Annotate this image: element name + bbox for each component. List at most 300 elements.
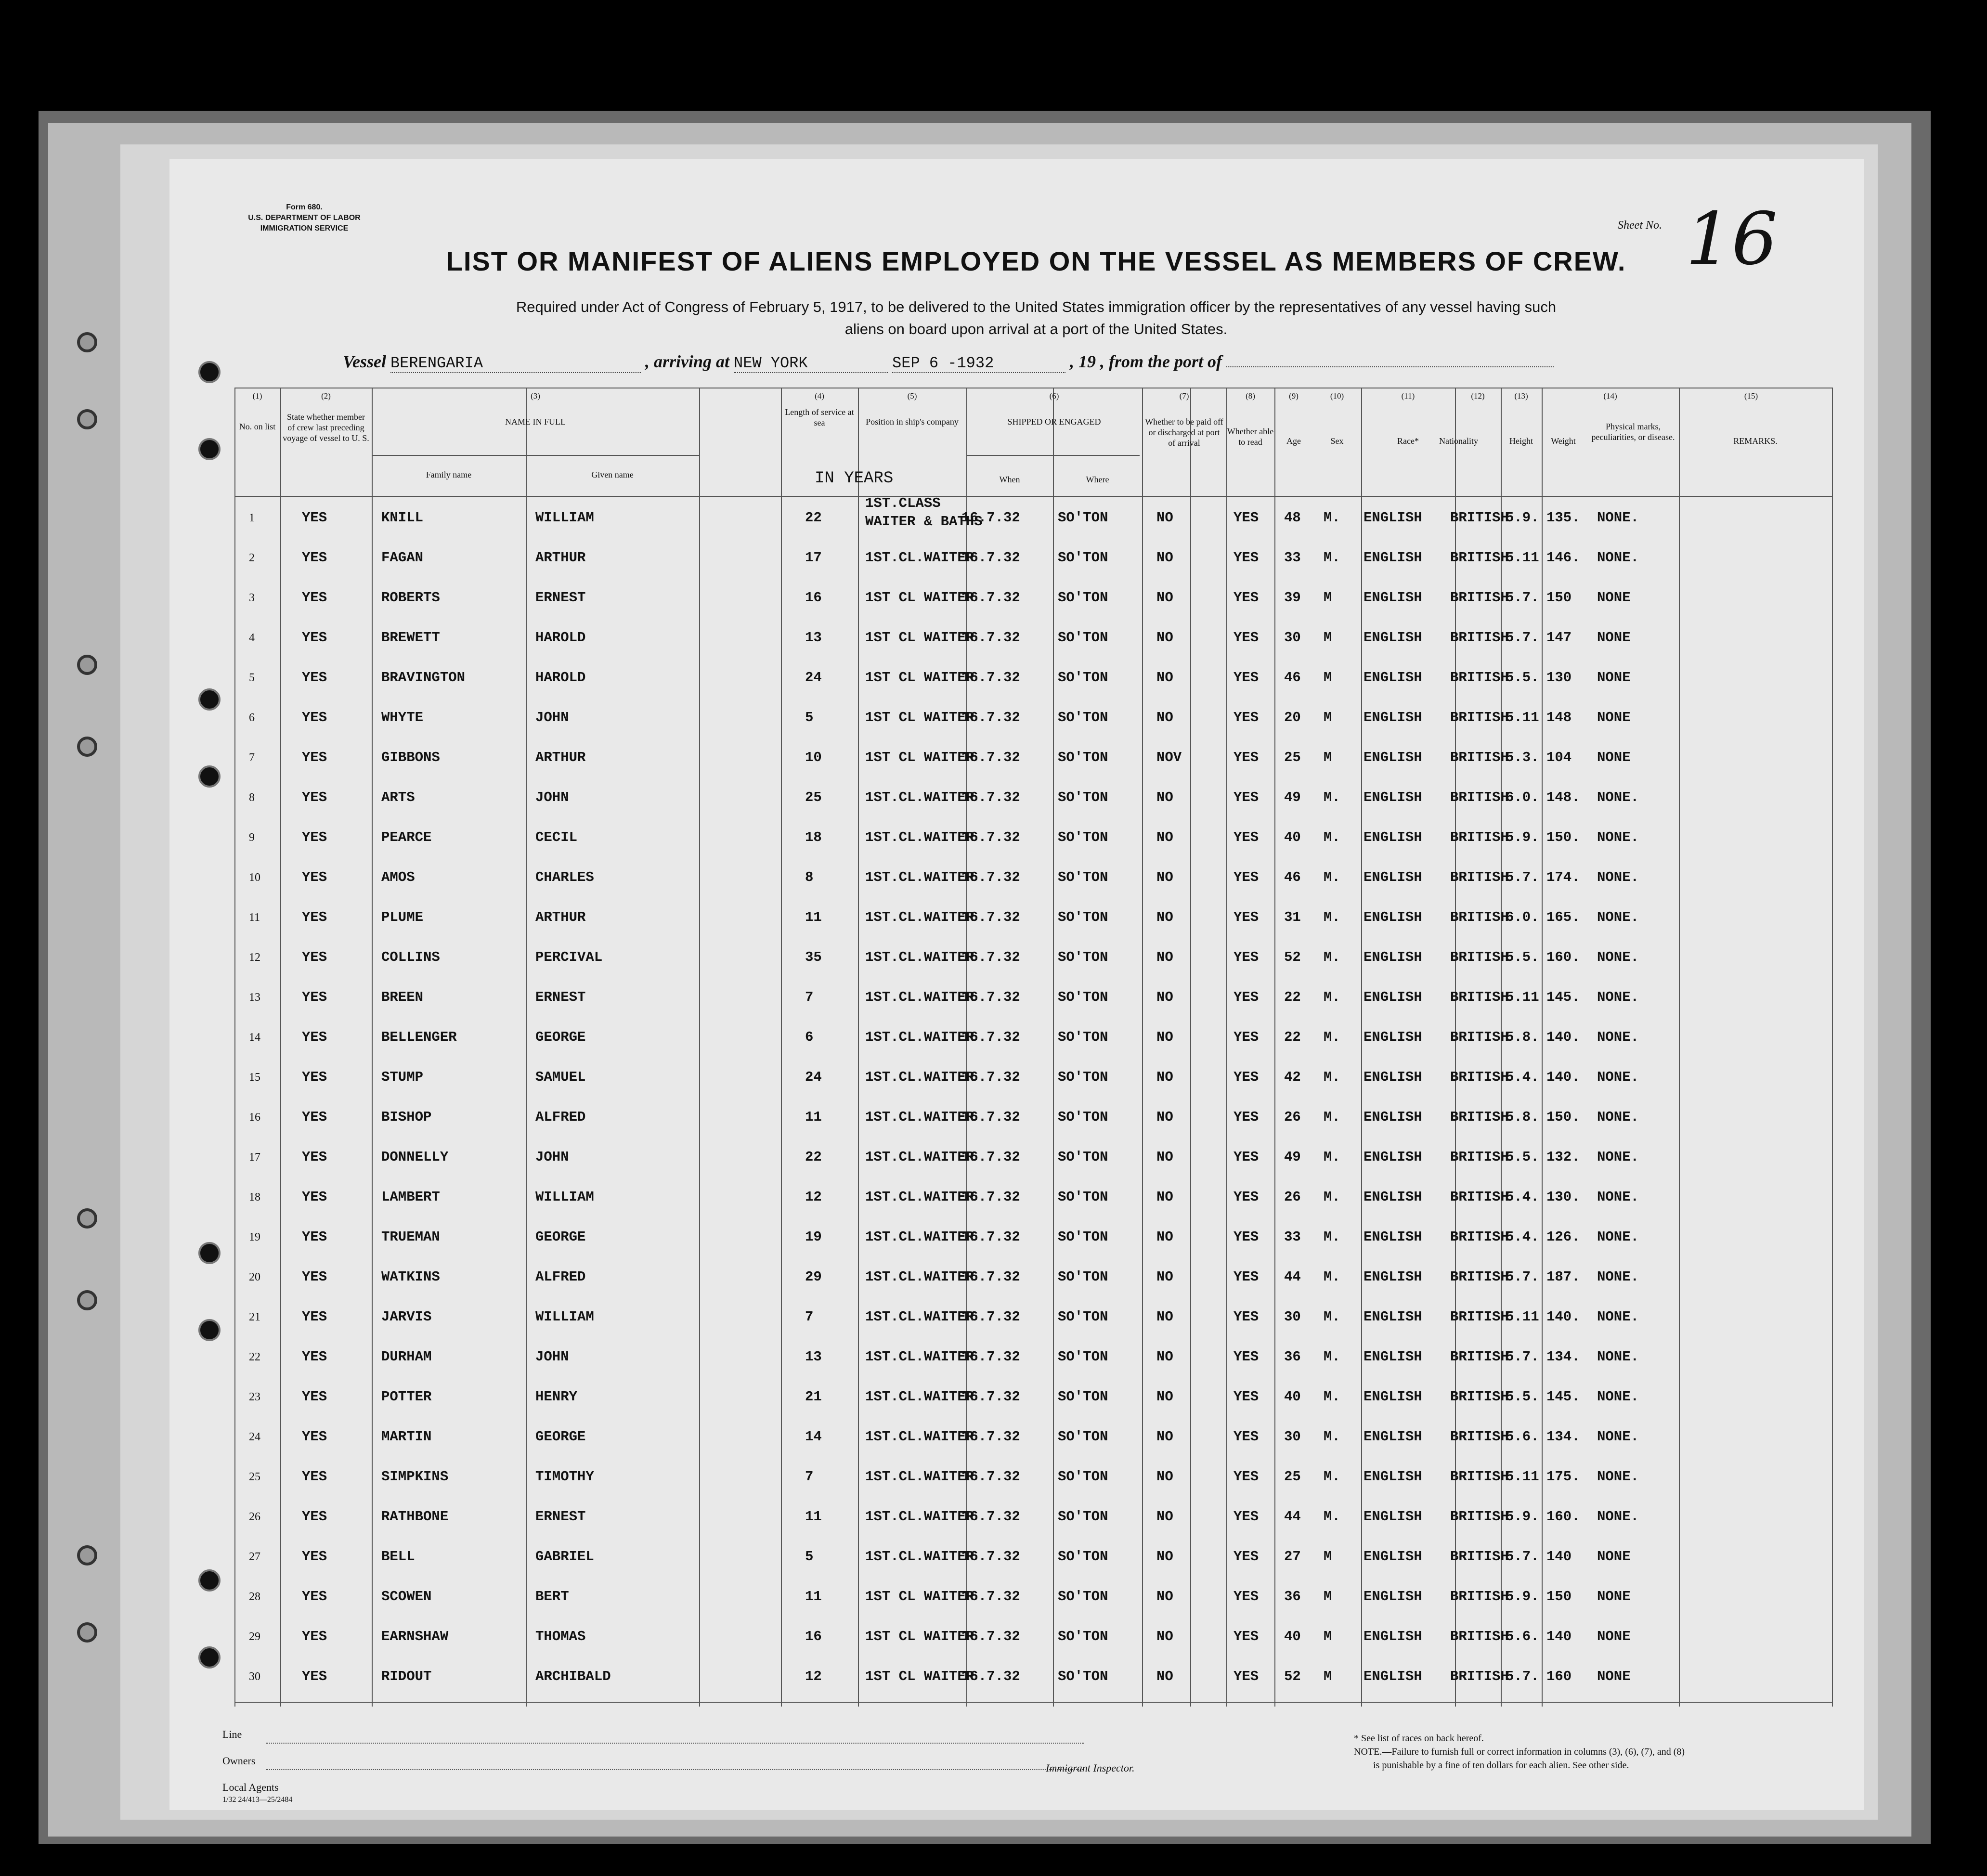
member-of-crew: YES [302,750,327,765]
weight: 145. [1546,1389,1580,1405]
length-of-service: 25 [805,789,822,805]
physical-marks: NONE. [1597,869,1639,885]
weight: 104 [1546,750,1572,765]
table-row [234,1139,1833,1178]
nationality: BRITISH [1450,1229,1509,1245]
age: 25 [1284,750,1301,765]
row-number: 22 [249,1351,260,1363]
shipped-where: SO'TON [1058,1389,1108,1405]
weight: 126. [1546,1229,1580,1245]
position: 1ST.CL.WAITER [865,989,974,1005]
race: ENGLISH [1364,510,1422,526]
nationality: BRITISH [1450,949,1509,965]
in-years-note: IN YEARS [815,469,894,488]
physical-marks: NONE. [1597,1269,1639,1285]
row-number: 10 [249,871,260,884]
column-number: (15) [1744,391,1758,401]
age: 36 [1284,1349,1301,1365]
given-name: JOHN [535,710,569,725]
able-to-read: YES [1234,670,1259,686]
race: ENGLISH [1364,1109,1422,1125]
nationality: BRITISH [1450,710,1509,725]
family-name: STUMP [381,1069,424,1085]
height: 6.0. [1506,909,1539,925]
nationality: BRITISH [1450,1349,1509,1365]
shipped-when: 16.7.32 [961,909,1020,925]
header-where: Where [1086,475,1109,484]
header-age: Age [1286,436,1301,446]
able-to-read: YES [1234,630,1259,646]
given-name: BERT [535,1589,569,1604]
position: 1ST.CL.WAITER [865,1469,974,1485]
length-of-service: 22 [805,1149,822,1165]
position: 1ST.CL.WAITER [865,909,974,925]
race: ENGLISH [1364,829,1422,845]
physical-marks: NONE [1597,710,1631,725]
penalty-note-line: is punishable by a fine of ten dollars for each alien. See other side. [1373,1760,1629,1771]
given-name: ARTHUR [535,909,586,925]
row-number: 1 [249,512,255,524]
shipped-where: SO'TON [1058,550,1108,566]
weight: 132. [1546,1149,1580,1165]
height: 5.6. [1506,1629,1539,1644]
family-name: BREEN [381,989,424,1005]
age: 25 [1284,1469,1301,1485]
shipped-when: 16.7.32 [961,1389,1020,1405]
header-paid-off: Whether to be paid off or discharged at port of arrival [1145,417,1223,448]
binder-ring [77,1622,97,1643]
subtitle-line: aliens on board upon arrival at a port of the United States. [844,321,1228,337]
nationality: BRITISH [1450,1469,1509,1485]
able-to-read: YES [1234,710,1259,725]
length-of-service: 12 [805,1669,822,1684]
position: 1ST.CL.WAITER [865,829,974,845]
nationality: BRITISH [1450,1109,1509,1125]
header-when: When [999,475,1020,484]
sex: M [1324,1669,1332,1684]
header-height: Height [1509,436,1533,446]
header-family-name: Family name [426,470,472,479]
shipped-when: 16.7.32 [961,1229,1020,1245]
shipped-when: 16.7.32 [961,1189,1020,1205]
nationality: BRITISH [1450,989,1509,1005]
physical-marks: NONE. [1597,510,1639,526]
vessel-label: Vessel [343,352,386,371]
row-number: 5 [249,672,255,684]
sex: M. [1324,789,1340,805]
member-of-crew: YES [302,1469,327,1485]
shipped-where: SO'TON [1058,1669,1108,1684]
binder-ring [77,1290,97,1310]
given-name: JOHN [535,1349,569,1365]
position: 1ST CL WAITER [865,630,974,646]
vessel-info-line [343,351,1787,373]
table-row [234,1538,1833,1578]
paid-off: NO [1156,1589,1173,1604]
height: 5.7. [1506,1349,1539,1365]
race: ENGLISH [1364,590,1422,606]
nationality: BRITISH [1450,510,1509,526]
height: 5.5. [1506,1389,1539,1405]
race: ENGLISH [1364,909,1422,925]
sex: M. [1324,510,1340,526]
given-name: ARTHUR [535,550,586,566]
punch-hole [198,1569,221,1591]
position: 1ST.CL.WAITER [865,949,974,965]
table-row [234,1099,1833,1138]
family-name: MARTIN [381,1429,432,1445]
table-row [234,859,1833,898]
table-row [234,739,1833,778]
table-row [234,659,1833,699]
physical-marks: NONE [1597,1669,1631,1684]
length-of-service: 11 [805,1109,822,1125]
given-name: CHARLES [535,869,594,885]
shipped-when: 16.7.32 [961,1469,1020,1485]
row-number: 3 [249,592,255,604]
family-name: BISHOP [381,1109,432,1125]
age: 27 [1284,1549,1301,1565]
row-number: 30 [249,1670,260,1683]
family-name: WATKINS [381,1269,440,1285]
height: 5.5. [1506,1149,1539,1165]
physical-marks: NONE. [1597,789,1639,805]
age: 30 [1284,1429,1301,1445]
weight: 140 [1546,1629,1572,1644]
table-row [234,619,1833,659]
able-to-read: YES [1234,1429,1259,1445]
column-number: (6) [1049,391,1059,401]
physical-marks: NONE. [1597,1189,1639,1205]
sex: M. [1324,1429,1340,1445]
column-number: (9) [1289,391,1299,401]
shipped-when: 16.7.32 [961,590,1020,606]
nationality: BRITISH [1450,1069,1509,1085]
age: 22 [1284,1029,1301,1045]
physical-marks: NONE [1597,1589,1631,1604]
shipped-where: SO'TON [1058,1229,1108,1245]
year-label: , 19 [1070,352,1096,371]
given-name: GEORGE [535,1429,586,1445]
age: 52 [1284,1669,1301,1684]
height: 5.7. [1506,590,1539,606]
table-row [234,1378,1833,1418]
length-of-service: 6 [805,1029,814,1045]
physical-marks: NONE. [1597,829,1639,845]
paid-off: NO [1156,1189,1173,1205]
shipped-when: 16.7.32 [961,869,1020,885]
page-title: LIST OR MANIFEST OF ALIENS EMPLOYED ON THE VESSEL AS MEMBERS OF CREW. [446,246,1626,276]
length-of-service: 16 [805,590,822,606]
footer-agents-label: Local Agents [222,1781,279,1793]
sex: M [1324,1549,1332,1565]
table-row [234,1258,1833,1298]
shipped-where: SO'TON [1058,789,1108,805]
weight: 187. [1546,1269,1580,1285]
shipped-when: 16.7.32 [961,750,1020,765]
height: 5.3. [1506,750,1539,765]
able-to-read: YES [1234,869,1259,885]
table-row [234,1578,1833,1617]
row-number: 20 [249,1271,260,1283]
table-row [234,819,1833,858]
given-name: ERNEST [535,989,586,1005]
length-of-service: 22 [805,510,822,526]
physical-marks: NONE. [1597,1509,1639,1525]
sheet-number-label: Sheet No. [1618,219,1662,232]
row-number: 26 [249,1511,260,1523]
able-to-read: YES [1234,829,1259,845]
paid-off: NO [1156,989,1173,1005]
length-of-service: 13 [805,1349,822,1365]
member-of-crew: YES [302,710,327,725]
header-length-of-service: Length of service at sea [785,407,854,427]
length-of-service: 13 [805,630,822,646]
given-name: WILLIAM [535,1309,594,1325]
shipped-where: SO'TON [1058,989,1108,1005]
able-to-read: YES [1234,1589,1259,1604]
shipped-when: 16.7.32 [961,1669,1020,1684]
table-row [234,699,1833,738]
able-to-read: YES [1234,1269,1259,1285]
given-name: JOHN [535,789,569,805]
nationality: BRITISH [1450,909,1509,925]
footer-line-label: Line [222,1728,242,1740]
family-name: KNILL [381,510,424,526]
length-of-service: 14 [805,1429,822,1445]
row-number: 23 [249,1391,260,1403]
row-number: 4 [249,632,255,644]
column-number: (11) [1401,391,1415,401]
given-name: GEORGE [535,1229,586,1245]
race: ENGLISH [1364,750,1422,765]
row-number: 12 [249,951,260,964]
length-of-service: 29 [805,1269,822,1285]
family-name: SCOWEN [381,1589,432,1604]
height: 5.9. [1506,1589,1539,1604]
punch-hole [198,1242,221,1264]
nationality: BRITISH [1450,1549,1509,1565]
race: ENGLISH [1364,1229,1422,1245]
header-no-on-list: No. on list [239,422,276,431]
position: 1ST.CL.WAITER [865,1389,974,1405]
position: 1ST CL WAITER [865,750,974,765]
race: ENGLISH [1364,1509,1422,1525]
sex: M. [1324,989,1340,1005]
row-number: 16 [249,1111,260,1124]
race: ENGLISH [1364,1269,1422,1285]
sex: M. [1324,1149,1340,1165]
column-number: (1) [252,391,262,401]
sex: M. [1324,1349,1340,1365]
position: 1ST CL WAITER [865,710,974,725]
length-of-service: 11 [805,1589,822,1604]
shipped-when: 16.7.32 [961,829,1020,845]
age: 40 [1284,1629,1301,1644]
paid-off: NO [1156,1309,1173,1325]
weight: 140 [1546,1549,1572,1565]
able-to-read: YES [1234,949,1259,965]
able-to-read: YES [1234,590,1259,606]
age: 46 [1284,869,1301,885]
height: 5.6. [1506,1429,1539,1445]
table-row [234,1618,1833,1657]
binder-ring [77,1208,97,1229]
punch-hole [198,688,221,711]
family-name: AMOS [381,869,415,885]
shipped-where: SO'TON [1058,869,1108,885]
height: 5.7. [1506,1269,1539,1285]
position: 1ST.CL.WAITER [865,1109,974,1125]
able-to-read: YES [1234,1309,1259,1325]
race: ENGLISH [1364,710,1422,725]
length-of-service: 24 [805,670,822,686]
sex: M [1324,750,1332,765]
weight: 160. [1546,1509,1580,1525]
able-to-read: YES [1234,1669,1259,1684]
family-name: GIBBONS [381,750,440,765]
row-number: 18 [249,1191,260,1203]
family-name: SIMPKINS [381,1469,449,1485]
paid-off: NO [1156,1389,1173,1405]
able-to-read: YES [1234,1549,1259,1565]
sex: M. [1324,1229,1340,1245]
table-row [234,1498,1833,1538]
member-of-crew: YES [302,1509,327,1525]
shipped-where: SO'TON [1058,670,1108,686]
shipped-where: SO'TON [1058,1149,1108,1165]
position: 1ST.CL.WAITER [865,550,974,566]
table-row [234,979,1833,1018]
able-to-read: YES [1234,1229,1259,1245]
sex: M. [1324,1389,1340,1405]
family-name: PLUME [381,909,424,925]
race: ENGLISH [1364,1589,1422,1604]
height: 5.7. [1506,1669,1539,1684]
given-name: GEORGE [535,1029,586,1045]
age: 33 [1284,550,1301,566]
member-of-crew: YES [302,1549,327,1565]
length-of-service: 8 [805,869,814,885]
paid-off: NO [1156,550,1173,566]
physical-marks: NONE [1597,1629,1631,1644]
family-name: RATHBONE [381,1509,449,1525]
family-name: EARNSHAW [381,1629,449,1644]
weight: 165. [1546,909,1580,925]
age: 40 [1284,1389,1301,1405]
family-name: TRUEMAN [381,1229,440,1245]
row-number: 7 [249,751,255,764]
height: 5.4. [1506,1189,1539,1205]
nationality: BRITISH [1450,1589,1509,1604]
nationality: BRITISH [1450,1269,1509,1285]
sex: M. [1324,909,1340,925]
age: 31 [1284,909,1301,925]
family-name: FAGAN [381,550,424,566]
nationality: BRITISH [1450,1189,1509,1205]
row-number: 6 [249,712,255,724]
member-of-crew: YES [302,989,327,1005]
column-number: (3) [531,391,540,401]
page-subtitle [314,296,1758,340]
physical-marks: NONE. [1597,1309,1639,1325]
weight: 134. [1546,1429,1580,1445]
column-number: (2) [321,391,331,401]
physical-marks: NONE. [1597,1349,1639,1365]
punch-hole [198,765,221,788]
shipped-when: 16.7.32 [961,670,1020,686]
row-number: 9 [249,831,255,844]
position: 1ST CL WAITER [865,1629,974,1644]
member-of-crew: YES [302,1189,327,1205]
age: 39 [1284,590,1301,606]
height: 5.11 [1506,550,1539,566]
shipped-when: 16.7.32 [961,1549,1020,1565]
table-row [234,579,1833,619]
length-of-service: 10 [805,750,822,765]
length-of-service: 24 [805,1069,822,1085]
member-of-crew: YES [302,1029,327,1045]
position: 1ST.CL.WAITER [865,1149,974,1165]
sex: M. [1324,869,1340,885]
weight: 175. [1546,1469,1580,1485]
position: 1ST.CL.WAITER [865,1189,974,1205]
physical-marks: NONE. [1597,1109,1639,1125]
length-of-service: 7 [805,1469,814,1485]
physical-marks: NONE. [1597,1069,1639,1085]
member-of-crew: YES [302,1269,327,1285]
shipped-when: 16.7.32 [961,1149,1020,1165]
paid-off: NO [1156,590,1173,606]
shipped-where: SO'TON [1058,1589,1108,1604]
shipped-when: 16.7.32 [961,1309,1020,1325]
weight: 140. [1546,1069,1580,1085]
paid-off: NO [1156,1109,1173,1125]
column-number: (13) [1514,391,1528,401]
position: 1ST.CL.WAITER [865,1309,974,1325]
family-name: PEARCE [381,829,432,845]
header-name-in-full: NAME IN FULL [505,417,566,427]
paid-off: NO [1156,1669,1173,1684]
weight: 140. [1546,1309,1580,1325]
sex: M. [1324,1469,1340,1485]
given-name: ARCHIBALD [535,1669,611,1684]
row-number: 21 [249,1311,260,1323]
row-number: 24 [249,1431,260,1443]
sex: M. [1324,550,1340,566]
member-of-crew: YES [302,1389,327,1405]
member-of-crew: YES [302,1309,327,1325]
department-name: U.S. DEPARTMENT OF LABOR [248,214,361,222]
row-number: 28 [249,1591,260,1603]
shipped-where: SO'TON [1058,510,1108,526]
weight: 134. [1546,1349,1580,1365]
paid-off: NO [1156,1469,1173,1485]
race: ENGLISH [1364,1349,1422,1365]
physical-marks: NONE. [1597,1229,1639,1245]
paid-off: NO [1156,1349,1173,1365]
table-row [234,1458,1833,1498]
shipped-when: 16.7.32 [961,949,1020,965]
race: ENGLISH [1364,1669,1422,1684]
race: ENGLISH [1364,550,1422,566]
length-of-service: 11 [805,1509,822,1525]
member-of-crew: YES [302,1229,327,1245]
shipped-where: SO'TON [1058,750,1108,765]
header-position: Position in ship's company [866,417,959,427]
shipped-where: SO'TON [1058,1509,1108,1525]
table-row [234,539,1833,579]
